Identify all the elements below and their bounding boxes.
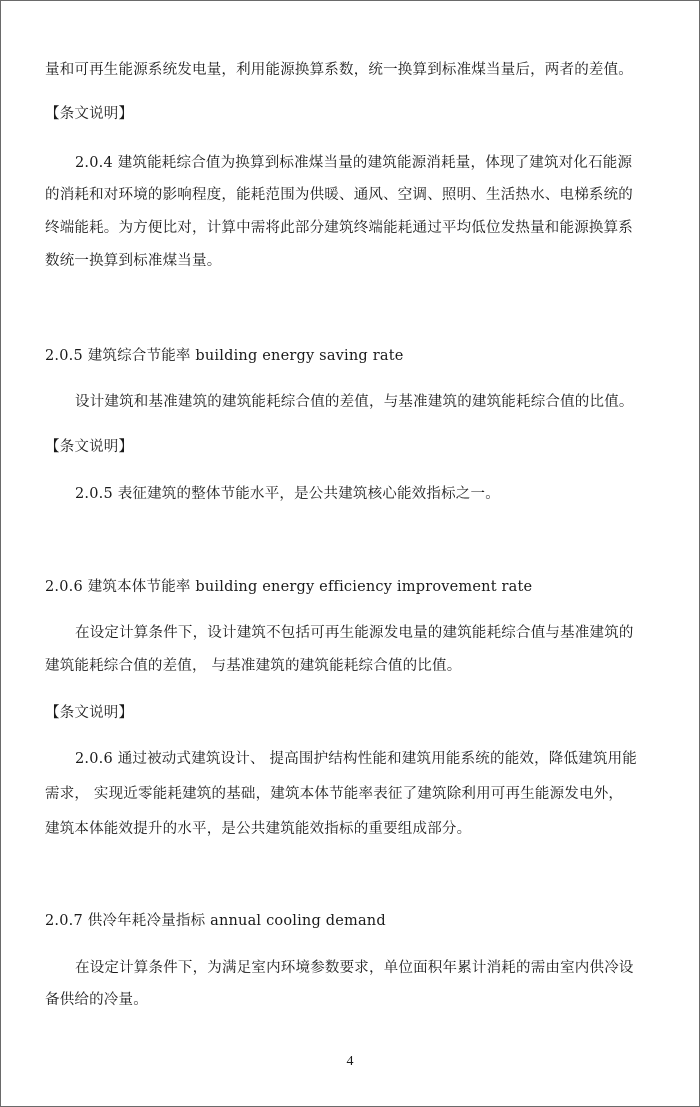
term-definition-line: 备供给的冷量。: [45, 992, 148, 1008]
term-definition-line: 在设定计算条件下，设计建筑不包括可再生能源发电量的建筑能耗综合值与基准建筑的: [75, 625, 634, 641]
clause-note-label: 【条文说明】: [45, 106, 134, 122]
page-number: 4: [346, 1054, 354, 1069]
paragraph-continuation: 量和可再生能源系统发电量，利用能源换算系数，统一换算到标准煤当量后，两者的差值。: [45, 62, 633, 78]
note-text-line: 2.0.5 表征建筑的整体节能水平，是公共建筑核心能效指标之一。: [75, 486, 500, 502]
term-definition-line: 建筑能耗综合值的差值， 与基准建筑的建筑能耗综合值的比值。: [45, 658, 462, 674]
note-text-line: 数统一换算到标准煤当量。: [45, 253, 222, 269]
term-heading-2-0-6: 2.0.6 建筑本体节能率 building energy efficiency improvement rate: [45, 579, 533, 595]
note-text-line: 的消耗和对环境的影响程度，能耗范围为供暖、通风、空调、照明、生活热水、电梯系统的: [45, 187, 633, 203]
term-heading-2-0-5: 2.0.5 建筑综合节能率 building energy saving rate: [45, 348, 404, 364]
clause-note-label: 【条文说明】: [45, 705, 134, 721]
note-text-line: 2.0.4 建筑能耗综合值为换算到标准煤当量的建筑能源消耗量，体现了建筑对化石能源: [75, 155, 633, 171]
note-text-line: 建筑本体能效提升的水平，是公共建筑能效指标的重要组成部分。: [45, 821, 472, 837]
note-text-line: 需求， 实现近零能耗建筑的基础，建筑本体节能率表征了建筑除利用可再生能源发电外，: [45, 786, 624, 802]
note-text-line: 终端能耗。为方便比对，计算中需将此部分建筑终端能耗通过平均低位发热量和能源换算系: [45, 220, 633, 236]
term-definition: 设计建筑和基准建筑的建筑能耗综合值的差值，与基准建筑的建筑能耗综合值的比值。: [75, 394, 634, 410]
term-heading-2-0-7: 2.0.7 供冷年耗冷量指标 annual cooling demand: [45, 913, 386, 929]
note-text-line: 2.0.6 通过被动式建筑设计、 提高围护结构性能和建筑用能系统的能效，降低建筑用能: [75, 751, 638, 767]
term-definition-line: 在设定计算条件下，为满足室内环境参数要求，单位面积年累计消耗的需由室内供冷设: [75, 960, 634, 976]
clause-note-label: 【条文说明】: [45, 439, 134, 455]
